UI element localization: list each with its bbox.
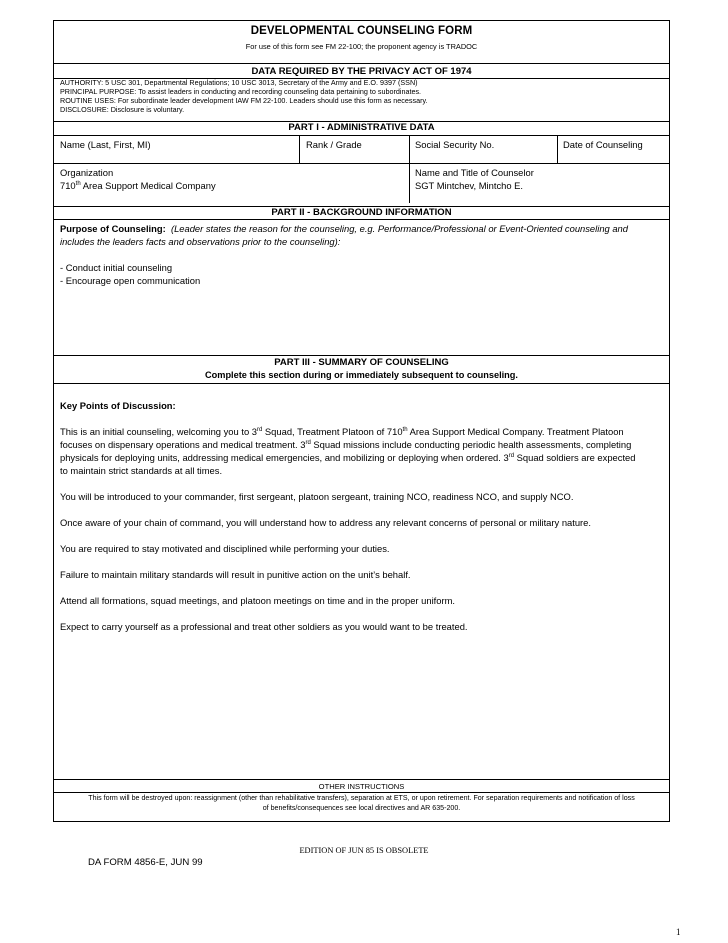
privacy-heading: DATA REQUIRED BY THE PRIVACY ACT OF 1974 bbox=[251, 66, 472, 77]
form-number: DA FORM 4856-E, JUN 99 bbox=[88, 857, 203, 868]
part1-heading: PART I - ADMINISTRATIVE DATA bbox=[288, 122, 435, 133]
other-instructions-text: This form will be destroyed upon: reassignment (other than rehabilitative transfers), separation at ETS, or upon retirement. For separation requirements and notification of loss of benefits/consequences see local directives and AR 635-200. bbox=[88, 794, 635, 812]
date-field-label: Date of Counseling bbox=[563, 139, 643, 150]
privacy-routine-uses: ROUTINE USES: For subordinate leader development IAW FM 22-100. Leaders should use this form as necessary. bbox=[60, 96, 428, 105]
paragraph-4: You are required to stay motivated and disciplined while performing your duties. bbox=[60, 543, 390, 554]
counseling-form bbox=[53, 20, 670, 822]
purpose-item: - Encourage open communication bbox=[60, 275, 201, 286]
other-instructions-heading: OTHER INSTRUCTIONS bbox=[318, 782, 405, 791]
paragraph-1: to maintain strict standards at all times. bbox=[60, 465, 223, 476]
key-points-label: Key Points of Discussion: bbox=[60, 400, 176, 411]
purpose-label: Purpose of Counseling: bbox=[60, 223, 166, 234]
privacy-block bbox=[60, 78, 669, 114]
counselor-label: Name and Title of Counselor bbox=[415, 167, 534, 178]
divider bbox=[54, 355, 669, 356]
page-number: 1 bbox=[676, 927, 681, 937]
paragraph-5: Failure to maintain military standards will result in punitive action on the unit’s behalf. bbox=[60, 569, 411, 580]
organization-label: Organization bbox=[60, 167, 114, 178]
edition-note: EDITION OF JUN 85 IS OBSOLETE bbox=[299, 846, 429, 855]
divider bbox=[299, 135, 300, 163]
divider bbox=[557, 135, 558, 163]
name-field-label: Name (Last, First, MI) bbox=[60, 139, 151, 150]
form-title: DEVELOPMENTAL COUNSELING FORM bbox=[250, 25, 473, 37]
part3-subheading: Complete this section during or immediately subsequent to counseling. bbox=[205, 370, 518, 380]
purpose-hint: includes the leaders facts and observations prior to the counseling): bbox=[60, 236, 341, 247]
part2-heading: PART II - BACKGROUND INFORMATION bbox=[271, 207, 452, 218]
divider bbox=[54, 63, 669, 64]
paragraph-2: You will be introduced to your commander, first sergeant, platoon sergeant, training NCO, readiness NCO, and supply NCO. bbox=[60, 491, 574, 502]
paragraph-1: focuses on dispensary operations and medical treatment. 3rd Squad missions include conducting periodic health assessments, completing bbox=[60, 439, 632, 450]
paragraph-6: Attend all formations, squad meetings, and platoon meetings on time and in the proper uniform. bbox=[60, 595, 456, 606]
counselor-value: SGT Mintchev, Mintcho E. bbox=[415, 180, 524, 191]
privacy-disclosure: DISCLOSURE: Disclosure is voluntary. bbox=[60, 105, 185, 114]
organization-value: 710th Area Support Medical Company bbox=[60, 180, 216, 191]
divider bbox=[54, 383, 669, 384]
form-subtitle: For use of this form see FM 22-100; the proponent agency is TRADOC bbox=[245, 42, 478, 51]
purpose-of-counseling bbox=[60, 222, 663, 287]
key-points-discussion bbox=[60, 399, 663, 633]
divider bbox=[54, 779, 669, 780]
purpose-item: - Conduct initial counseling bbox=[60, 262, 173, 273]
privacy-authority: AUTHORITY: 5 USC 301, Departmental Regulations; 10 USC 3013, Secretary of the Army and E.O. 9397 (SSN) bbox=[60, 78, 418, 87]
paragraph-1: This is an initial counseling, welcoming you to 3rd Squad, Treatment Platoon of 710th Area Support Medical Company. Treatment Platoon bbox=[60, 426, 624, 437]
purpose-hint: (Leader states the reason for the counseling, e.g. Performance/Professional or Event-Oriented counseling and bbox=[170, 223, 628, 234]
paragraph-7: Expect to carry yourself as a professional and treat other soldiers as you would want to be treated. bbox=[60, 621, 468, 632]
divider bbox=[54, 163, 669, 164]
divider bbox=[54, 219, 669, 220]
divider bbox=[409, 135, 410, 203]
paragraph-1: physicals for deploying units, addressing medical emergencies, and mobilizing or deploying when ordered. 3rd Squad soldiers are expected bbox=[60, 452, 636, 463]
divider bbox=[54, 135, 669, 136]
privacy-principal-purpose: PRINCIPAL PURPOSE: To assist leaders in conducting and recording counseling data pertaining to subordinates. bbox=[60, 87, 422, 96]
divider bbox=[54, 792, 669, 793]
rank-field-label: Rank / Grade bbox=[306, 139, 362, 150]
paragraph-3: Once aware of your chain of command, you will understand how to address any relevant concerns of personal or military nature. bbox=[60, 517, 592, 528]
ssn-field-label: Social Security No. bbox=[415, 139, 495, 150]
part3-heading: PART III - SUMMARY OF COUNSELING bbox=[274, 357, 449, 368]
